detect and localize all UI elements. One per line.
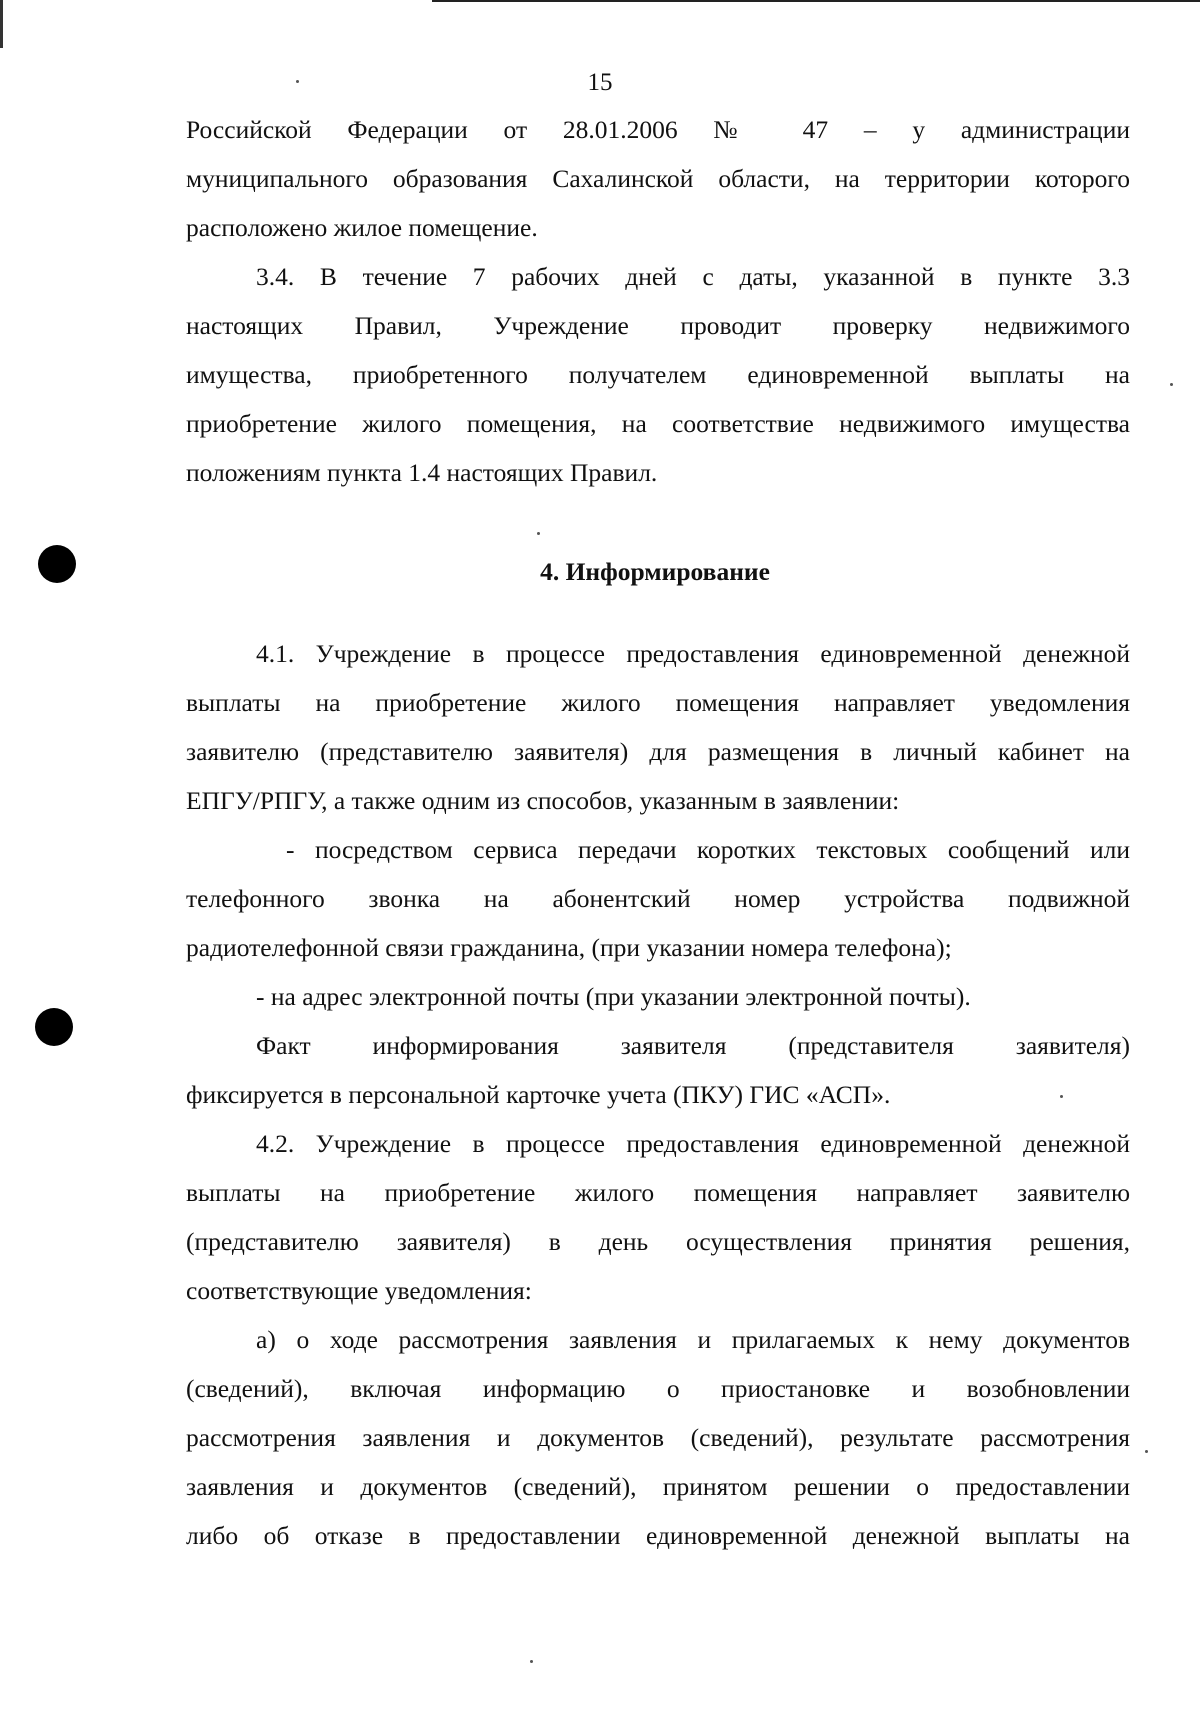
- text-line: - посредством сервиса передачи коротких текстовых сообщений или: [286, 835, 1130, 864]
- text-line: радиотелефонной связи гражданина, (при указании номера телефона);: [186, 933, 952, 962]
- list-item-sms-notification: [186, 825, 1130, 972]
- text-line: - на адрес электронной почты (при указании электронной почты).: [256, 982, 971, 1011]
- text-line: 3.4. В течение 7 рабочих дней с даты, указанной в пункте 3.3: [256, 262, 1130, 291]
- text-line: (сведений), включая информацию о приостановке и возобновлении: [186, 1374, 1130, 1403]
- paragraph-clause-3-4: [186, 252, 1130, 497]
- text-line: соответствующие уведомления:: [186, 1276, 532, 1305]
- text-line: 4.2. Учреждение в процессе предоставления единовременной денежной: [256, 1129, 1130, 1158]
- binder-hole-bottom: [35, 1008, 73, 1046]
- text-line: (представителю заявителя) в день осуществления принятия решения,: [186, 1227, 1130, 1256]
- text-line: приобретение жилого помещения, на соответствие недвижимого имущества: [186, 409, 1130, 438]
- paragraph-clause-4-1: [186, 629, 1130, 825]
- scan-left-edge-mark: [0, 0, 3, 48]
- text-line: телефонного звонка на абонентский номер устройства подвижной: [186, 884, 1130, 913]
- scan-speck: [1145, 1450, 1148, 1453]
- text-line: имущества, приобретенного получателем единовременной выплаты на: [186, 360, 1130, 389]
- scan-speck: [530, 1660, 533, 1663]
- paragraph-clause-4-2: [186, 1119, 1130, 1315]
- text-line: выплаты на приобретение жилого помещения направляет заявителю: [186, 1178, 1130, 1207]
- text-line: настоящих Правил, Учреждение проводит проверку недвижимого: [186, 311, 1130, 340]
- text-line: выплаты на приобретение жилого помещения направляет уведомления: [186, 688, 1130, 717]
- text-line: либо об отказе в предоставлении единовременной денежной выплаты на: [186, 1521, 1130, 1550]
- scan-top-edge-line: [432, 0, 1200, 2]
- paragraph-section3-continuation: [186, 105, 1130, 252]
- text-line: рассмотрения заявления и документов (сведений), результате рассмотрения: [186, 1423, 1130, 1452]
- text-line: заявителю (представителю заявителя) для размещения в личный кабинет на: [186, 737, 1130, 766]
- text-line: 4.1. Учреждение в процессе предоставления единовременной денежной: [256, 639, 1130, 668]
- list-item-a-review-progress: [186, 1315, 1130, 1560]
- list-item-email-notification: [186, 972, 1130, 1021]
- section-heading: 4. Информирование: [540, 557, 770, 586]
- text-line: Российской Федерации от 28.01.2006 № 47 – у администрации: [186, 115, 1130, 144]
- paragraph-fact-recording: [186, 1021, 1130, 1119]
- text-line: муниципального образования Сахалинской области, на территории которого: [186, 164, 1130, 193]
- text-line: а) о ходе рассмотрения заявления и прилагаемых к нему документов: [256, 1325, 1130, 1354]
- page-number: 15: [587, 69, 613, 96]
- text-line: Факт информирования заявителя (представителя заявителя): [256, 1031, 1130, 1060]
- text-line: заявления и документов (сведений), принятом решении о предоставлении: [186, 1472, 1130, 1501]
- text-line: положениям пункта 1.4 настоящих Правил.: [186, 458, 658, 487]
- text-line: ЕПГУ/РПГУ, а также одним из способов, указанным в заявлении:: [186, 786, 900, 815]
- scan-speck: [1170, 383, 1173, 386]
- text-line: расположено жилое помещение.: [186, 213, 538, 242]
- text-line: фиксируется в персональной карточке учета (ПКУ) ГИС «АСП».: [186, 1080, 891, 1109]
- scan-speck: [537, 532, 540, 535]
